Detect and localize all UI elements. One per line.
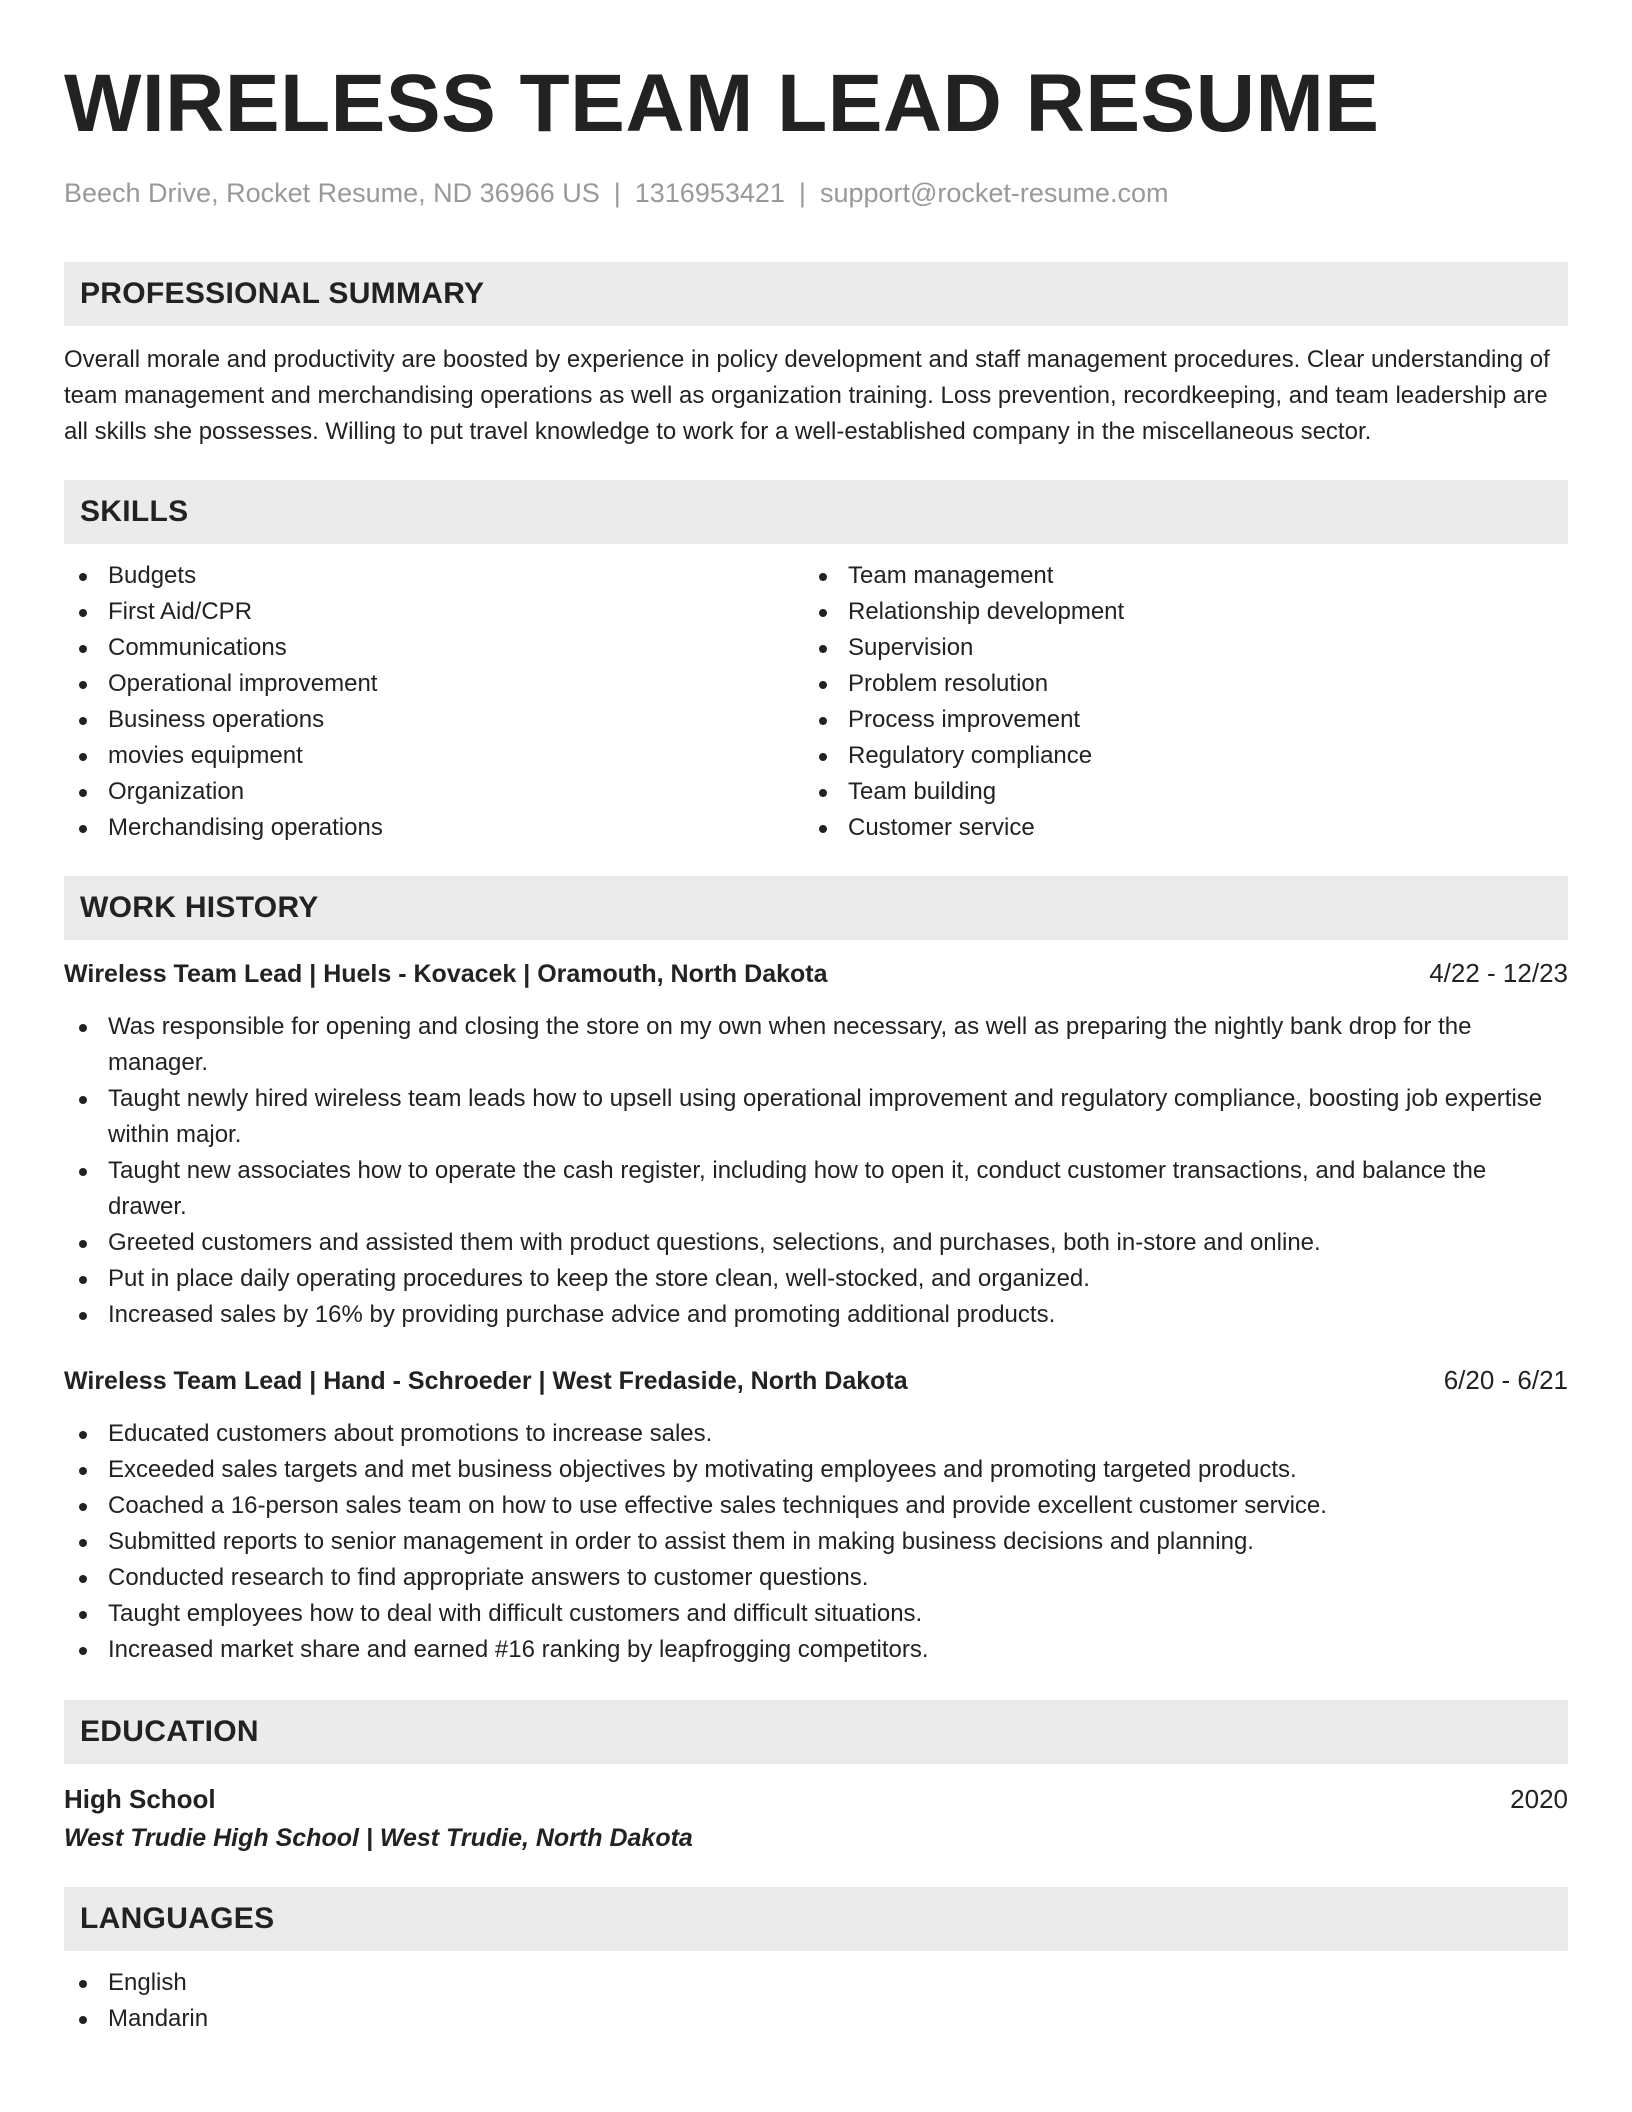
- skill-item: Relationship development: [804, 594, 1544, 630]
- job-bullet: Increased sales by 16% by providing purchase advice and promoting additional products.: [64, 1297, 1568, 1333]
- contact-address: Beech Drive, Rocket Resume, ND 36966 US: [64, 178, 600, 208]
- skill-item: Business operations: [64, 702, 804, 738]
- education-school: West Trudie High School | West Trudie, North Dakota: [64, 1824, 693, 1852]
- skill-item: First Aid/CPR: [64, 594, 804, 630]
- skill-item: Operational improvement: [64, 666, 804, 702]
- job-bullet: Conducted research to find appropriate answers to customer questions.: [64, 1560, 1568, 1596]
- education-degree: High School: [64, 1784, 216, 1814]
- job-dates: 6/20 - 6/21: [1443, 1365, 1568, 1395]
- education-section: [64, 1700, 1568, 1855]
- language-item: English: [64, 1965, 1568, 2001]
- contact-separator: |: [798, 178, 806, 208]
- skills-heading: SKILLS: [64, 480, 1568, 544]
- contact-phone: 1316953421: [634, 178, 785, 208]
- contact-separator: |: [613, 178, 621, 208]
- job-bullet: Educated customers about promotions to increase sales.: [64, 1416, 1568, 1452]
- work-history-heading: WORK HISTORY: [64, 876, 1568, 940]
- skills-left-list: [64, 558, 804, 846]
- skills-grid: [64, 558, 1568, 846]
- summary-text: Overall morale and productivity are boosted by experience in policy development and staff management procedures. Clear understanding of team management and merchandising operations as well as organization training. Loss prevention, recordkeeping, and team leadership are all skills she possesses. Willing to put travel knowledge to work for a well-established company in the miscellaneous sector.: [64, 346, 1550, 445]
- job-dates: 4/22 - 12/23: [1429, 958, 1568, 988]
- skill-item: Customer service: [804, 810, 1544, 846]
- education-heading: EDUCATION: [64, 1700, 1568, 1764]
- skill-item: movies equipment: [64, 738, 804, 774]
- skill-item: Process improvement: [804, 702, 1544, 738]
- job-header: [64, 1363, 1568, 1398]
- job-entry: [64, 956, 1568, 1333]
- education-header: [64, 1782, 1568, 1816]
- education-entry: [64, 1782, 1568, 1855]
- summary-section: [64, 262, 1568, 450]
- skill-item: Supervision: [804, 630, 1544, 666]
- languages-section: [64, 1887, 1568, 2037]
- job-entry: [64, 1363, 1568, 1668]
- contact-line: [64, 176, 1568, 210]
- skill-item: Problem resolution: [804, 666, 1544, 702]
- job-bullet: Submitted reports to senior management in order to assist them in making business decisions and planning.: [64, 1524, 1568, 1560]
- resume-title: WIRELESS TEAM LEAD RESUME: [64, 58, 1380, 149]
- job-bullet: Taught newly hired wireless team leads how to upsell using operational improvement and regulatory compliance, boosting job expertise within major.: [64, 1081, 1568, 1153]
- skill-item: Regulatory compliance: [804, 738, 1544, 774]
- skills-right-list: [804, 558, 1544, 846]
- languages-heading: LANGUAGES: [64, 1887, 1568, 1951]
- job-bullets: [64, 1009, 1568, 1333]
- contact-email: support@rocket-resume.com: [819, 178, 1169, 208]
- job-title: Wireless Team Lead | Hand - Schroeder | West Fredaside, North Dakota: [64, 1367, 908, 1395]
- job-bullet: Coached a 16-person sales team on how to use effective sales techniques and provide excellent customer service.: [64, 1488, 1568, 1524]
- job-bullet: Put in place daily operating procedures to keep the store clean, well-stocked, and organized.: [64, 1261, 1568, 1297]
- job-header: [64, 956, 1568, 991]
- job-bullets: [64, 1416, 1568, 1668]
- skill-item: Communications: [64, 630, 804, 666]
- skill-item: Organization: [64, 774, 804, 810]
- skill-item: Merchandising operations: [64, 810, 804, 846]
- job-bullet: Exceeded sales targets and met business objectives by motivating employees and promoting targeted products.: [64, 1452, 1568, 1488]
- job-title: Wireless Team Lead | Huels - Kovacek | Oramouth, North Dakota: [64, 960, 828, 988]
- skill-item: Budgets: [64, 558, 804, 594]
- job-bullet: Increased market share and earned #16 ranking by leapfrogging competitors.: [64, 1632, 1568, 1668]
- job-bullet: Greeted customers and assisted them with product questions, selections, and purchases, both in-store and online.: [64, 1225, 1568, 1261]
- job-bullet: Taught new associates how to operate the cash register, including how to open it, conduct customer transactions, and balance the drawer.: [64, 1153, 1568, 1225]
- work-history-section: [64, 876, 1568, 1668]
- summary-heading: PROFESSIONAL SUMMARY: [64, 262, 1568, 326]
- skills-section: [64, 480, 1568, 846]
- job-bullet: Taught employees how to deal with difficult customers and difficult situations.: [64, 1596, 1568, 1632]
- skill-item: Team building: [804, 774, 1544, 810]
- job-bullet: Was responsible for opening and closing the store on my own when necessary, as well as preparing the nightly bank drop for the manager.: [64, 1009, 1568, 1081]
- skill-item: Team management: [804, 558, 1544, 594]
- language-item: Mandarin: [64, 2001, 1568, 2037]
- education-year: 2020: [1510, 1784, 1568, 1814]
- languages-list: [64, 1965, 1568, 2037]
